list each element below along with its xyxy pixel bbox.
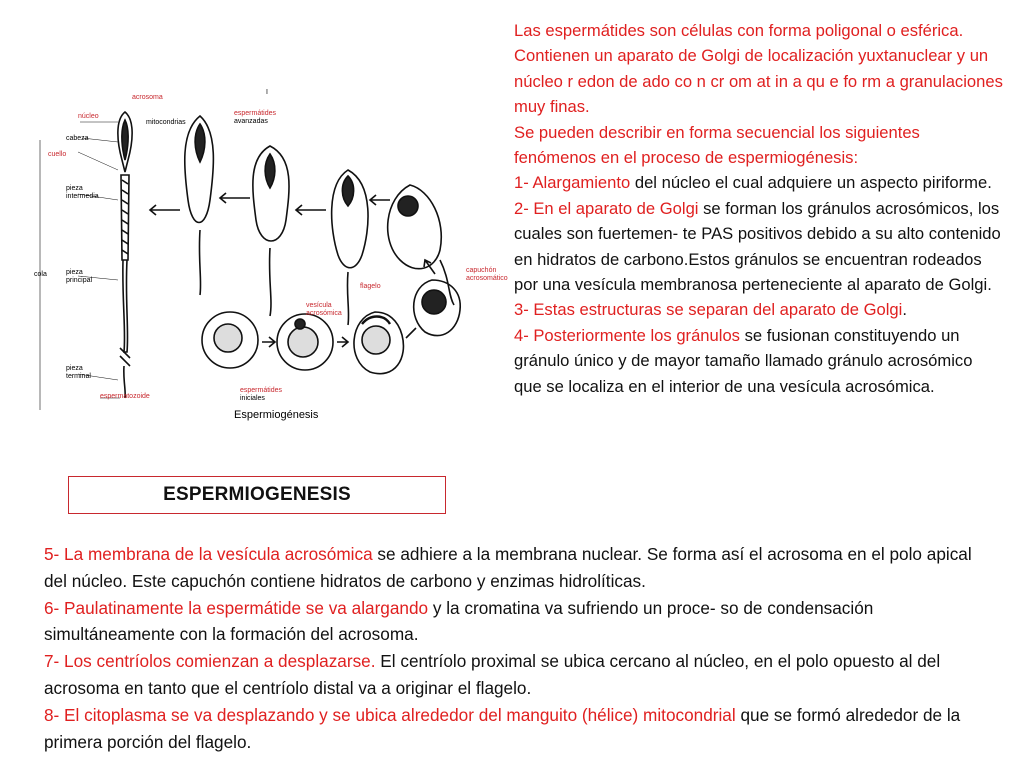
label-cabeza: cabeza — [66, 135, 89, 142]
step-2 — [514, 196, 1004, 298]
label-espermatides-avanzadas-2: avanzadas — [234, 118, 268, 125]
label-pieza-intermedia-2: intermedia — [66, 193, 99, 200]
label-pieza-intermedia-1: pieza — [66, 185, 83, 192]
label-espermatides-avanzadas-1: espermátides — [234, 110, 277, 117]
title-box — [68, 476, 446, 514]
step-4-heading: 4- Posteriormente los gránulos — [514, 325, 740, 345]
label-espermatides-iniciales-2: iniciales — [240, 395, 265, 402]
step-8 — [44, 702, 999, 756]
spermiogenesis-diagram — [30, 80, 508, 430]
step-7-text: El centríolo proximal se ubica cercano al núcleo, en el polo opuesto al del acrosoma en tanto que el centríolo distal va a originar el flagelo. — [44, 651, 941, 698]
step-3 — [514, 297, 1004, 322]
step-7 — [44, 648, 999, 702]
spermiogenesis-figure — [30, 80, 508, 430]
step-2-text: se forman los gránulos acrosómicos, los cuales son fuertemen- te PAS positivos debido a su alto contenido en hidratos de carbono.Estos gránulos se encuentran rodeados por una vesícula membranosa perteneciente al aparato de Golgi. — [514, 198, 1001, 295]
step-4-text: se fusionan constituyendo un gránulo único y de mayor tamaño llamado gránulo acrosómico que se localiza en el interior de una vesícula acrosómica. — [514, 325, 973, 396]
right-paragraph-1: Las espermátides son células con forma poligonal o esférica. Contienen un aparato de Golgi de localización yuxtanuclear y un núcleo r edon de ado co n cr om at in a qu e fo rm a granulaciones muy finas. — [514, 21, 1003, 117]
label-flagelo: flagelo — [360, 283, 381, 290]
label-pieza-terminal-1: pieza — [66, 365, 83, 372]
step-8-heading: 8- El citoplasma se va desplazando y se ubica alrededor del manguito (hélice) mitocondrial — [44, 704, 736, 725]
step-8-text: que se formó alrededor de la primera porción del flagelo. — [44, 704, 961, 752]
step-4 — [514, 323, 1004, 399]
step-6 — [44, 595, 999, 649]
label-acrosoma: acrosoma — [132, 94, 163, 101]
label-vesicula-2: acrosómica — [306, 310, 342, 317]
label-pieza-principal-1: pieza — [66, 269, 83, 276]
label-cuello: cuello — [48, 151, 67, 158]
label-capuchon-2: acrosomático — [466, 275, 508, 282]
label-espermatozoide: espermatozoide — [100, 393, 150, 400]
step-2-heading: 2- En el aparato de Golgi — [514, 198, 699, 218]
bottom-text-block — [44, 541, 999, 755]
step-3-heading: 3- Estas estructuras se separan del aparato de Golgi — [514, 300, 903, 320]
label-capuchon-1: capuchón — [466, 267, 497, 274]
sperm-principal-piece — [123, 260, 128, 352]
sperm-midpiece — [121, 175, 129, 260]
step-7-heading: 7- Los centríolos comienzan a desplazarse. — [44, 651, 376, 672]
sperm-nucleus — [122, 120, 128, 160]
step-6-text: y la cromatina va sufriendo un proce- so de condensación simultáneamente con la formación del acrosoma. — [44, 597, 874, 645]
label-cola: cola — [34, 271, 47, 278]
step-5-heading: 5- La membrana de la vesícula acrosómica — [44, 544, 373, 564]
label-roman-numeral: I — [266, 89, 268, 96]
step-6-heading: 6- Paulatinamente la espermátide se va alargando — [44, 597, 429, 618]
label-vesicula-1: vesícula — [306, 302, 332, 309]
figure-caption: Espermiogénesis — [234, 409, 319, 421]
label-mitocondrias: mitocondrias — [146, 119, 186, 126]
step-1-heading: 1- Alargamiento — [514, 173, 631, 193]
label-pieza-principal-2: principal — [66, 277, 93, 284]
step-3-text: . — [902, 300, 907, 320]
step-5 — [44, 541, 999, 595]
label-pieza-terminal-2: terminal — [66, 373, 91, 380]
step-1-text: del núcleo el cual adquiere un aspecto piriforme. — [630, 173, 992, 193]
step-1 — [514, 170, 1004, 195]
page-title: ESPERMIOGENESIS — [163, 484, 351, 505]
right-text-column — [514, 18, 1004, 399]
right-paragraph-2: Se pueden describir en forma secuencial los siguientes fenómenos en el proceso de espermiogénesis: — [514, 122, 920, 168]
label-nucleo: núcleo — [78, 113, 99, 120]
step-5-text: se adhiere a la membrana nuclear. Se forma así el acrosoma en el polo apical del núcleo. Este capuchón contiene hidratos de carbono y enzimas hidrolíticas. — [44, 544, 972, 591]
label-espermatides-iniciales-1: espermátides — [240, 387, 283, 394]
